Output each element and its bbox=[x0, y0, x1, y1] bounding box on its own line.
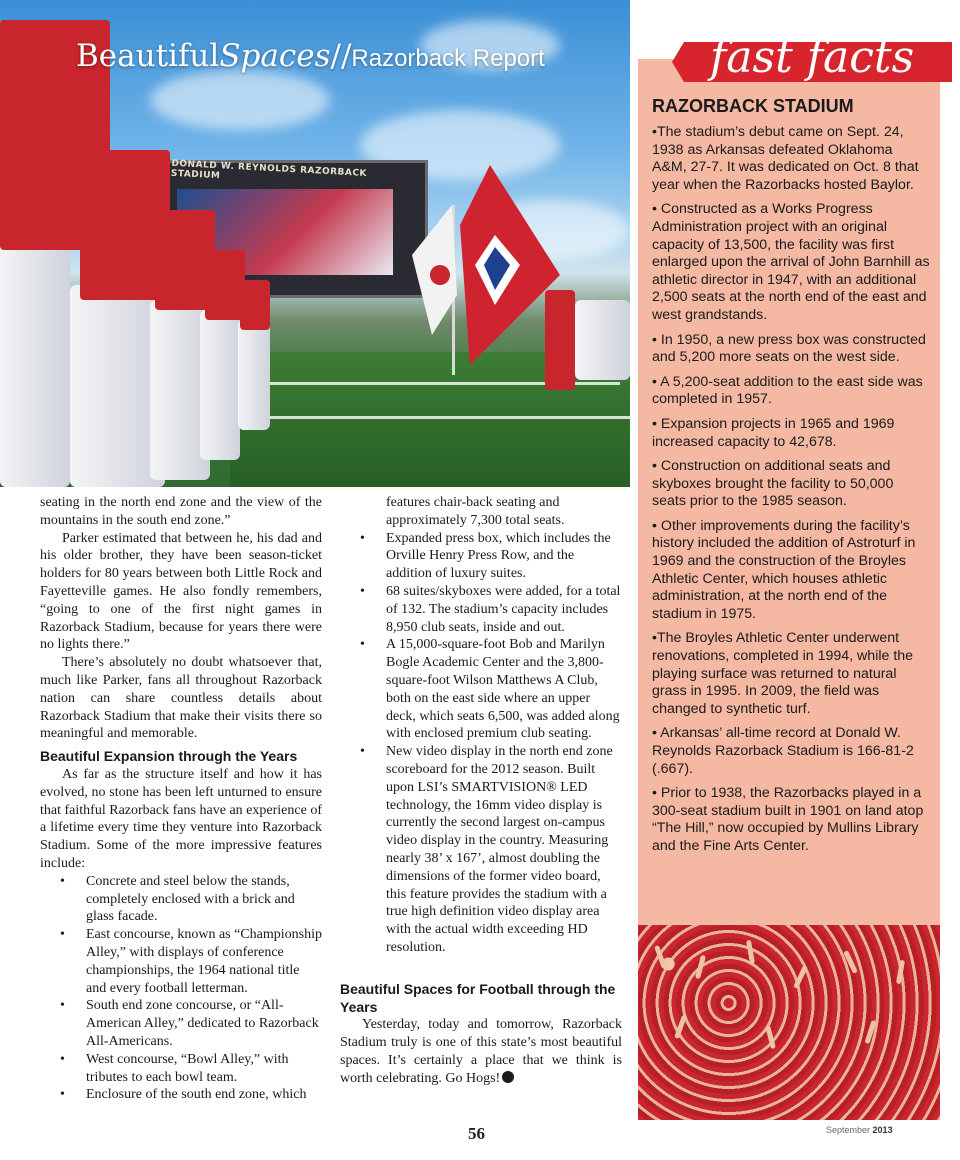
article-column-2 bbox=[340, 494, 622, 1088]
subheading-football: Beautiful Spaces for Football through the Years bbox=[340, 980, 616, 1015]
list-item: • Concrete and steel below the stands, completely enclosed with a brick and glass facade. bbox=[60, 873, 295, 925]
list-item: • East concourse, known as “Championship Alley,” with displays of conference championships, the 1964 national title and every football letterman. bbox=[60, 927, 323, 996]
paragraph: As far as the structure itself and how it has evolved, no stone has been left unturned to ensure that faithful Razorback fans have an experience of a lifetime every time they venture into Razorback Stadium. Some of the more impressive features include: bbox=[40, 766, 322, 871]
list-item: • West concourse, “Bowl Alley,” with tributes to each bowl team. bbox=[60, 1051, 289, 1085]
list-item: • Expanded press box, which includes the Orville Henry Press Row, and the addition of luxury suites. bbox=[360, 530, 611, 582]
fact-item: • Expansion projects in 1965 and 1969 increased capacity to 42,678. bbox=[652, 415, 895, 450]
section-title bbox=[76, 38, 545, 74]
fast-facts-title: fast facts bbox=[710, 32, 915, 83]
paragraph: There’s absolutely no doubt whatsoever that, much like Parker, fans all throughout Razorback nation can share countless details about Razorback Stadium that make their visits there so meaningful and memorable. bbox=[40, 655, 322, 742]
fact-item: • Construction on additional seats and skyboxes brought the facility to 50,000 seats prior to the 1985 season. bbox=[652, 458, 894, 510]
article-column-1 bbox=[40, 494, 322, 1104]
fact-item: • Arkansas’ all-time record at Donald W. Reynolds Razorback Stadium is 166-81-2 (.667). bbox=[652, 725, 914, 777]
subheading-expansion: Beautiful Expansion through the Years bbox=[40, 748, 298, 765]
hero-photo bbox=[0, 0, 630, 487]
section-title-italic: Spaces bbox=[219, 38, 331, 74]
list-continuation: features chair-back seating and approximately 7,300 total seats. bbox=[386, 495, 565, 528]
list-item: • Enclosure of the south end zone, which bbox=[60, 1087, 307, 1103]
end-mark-icon bbox=[502, 1071, 514, 1083]
sidebar-heading: RAZORBACK STADIUM bbox=[652, 96, 854, 116]
paragraph: seating in the north end zone and the view of the mountains in the south end zone.” bbox=[40, 495, 322, 528]
fact-item: • Other improvements during the facility’s history included the addition of Astroturf in 1969 and the construction of the Broyles Athletic Center, which houses athletic administration, at the north end of the stadium in 1975. bbox=[652, 517, 916, 622]
fact-item: • Constructed as a Works Progress Administration project with an original capacity of 13,500, the facility was first enlarged upon the arrival of John Barnhill as athletic director in 1947, with an additional 2,500 seats at the north end of the east and west grandstands. bbox=[652, 201, 930, 323]
section-title-main: Beautiful bbox=[76, 38, 220, 74]
paragraph: Parker estimated that between he, his dad and his older brother, they have been season-ticket holders for 80 years between both Little Rock and Fayetteville games. He also fondly remembers, “going to one of the first night games in Razorback Stadium, because for years there were no lights there.” bbox=[40, 530, 322, 653]
fact-item: • Prior to 1938, the Razorbacks played in a 300-seat stadium built in 1901 on land atop “The Hill,” now occupied by Mullins Library and the Fine Arts Center. bbox=[652, 785, 924, 854]
white-flag bbox=[412, 205, 457, 335]
feature-list bbox=[40, 873, 322, 1104]
fact-list bbox=[652, 124, 930, 863]
section-title-report: Razorback Report bbox=[351, 45, 545, 72]
crowd-photo bbox=[638, 925, 940, 1120]
paragraph: Yesterday, today and tomorrow, Razorback Stadium truly is one of this state’s most beautiful spaces. It’s certainly a place that we think is worth celebrating. Go Hogs! bbox=[340, 1017, 622, 1086]
list-item: • A 15,000-square-foot Bob and Marilyn Bogle Academic Center and the 3,800-square-foot Wilson Matthews A Club, both on the east side where an upper deck, which seats 6,500, was added along with enclosed premium club seating. bbox=[360, 637, 620, 742]
issue-date: September 2013 bbox=[826, 1125, 893, 1135]
section-title-separator: // bbox=[330, 38, 352, 74]
feature-list bbox=[340, 530, 622, 957]
fact-item: • A 5,200-seat addition to the east side was completed in 1957. bbox=[652, 373, 923, 408]
list-item: • South end zone concourse, or “All-American Alley,” dedicated to Razorback All-Americans. bbox=[60, 998, 319, 1049]
page-number: 56 bbox=[468, 1124, 485, 1143]
fact-item: • In 1950, a new press box was constructed and 5,200 more seats on the west side. bbox=[652, 331, 926, 366]
fact-item: •The stadium’s debut came on Sept. 24, 1938 as Arkansas defeated Oklahoma A&M, 27-7. It was dedicated on Oct. 8 that year when the Razorbacks hosted Baylor. bbox=[652, 124, 919, 193]
list-item: • 68 suites/skyboxes were added, for a total of 132. The stadium’s capacity includes 8,950 club seats, inside and out. bbox=[360, 583, 621, 635]
fact-item: •The Broyles Athletic Center underwent renovations, completed in 1994, while the playing surface was returned to natural grass in 1995. In 2009, the field was changed to synthetic turf. bbox=[652, 630, 914, 717]
list-item: • New video display in the north end zone scoreboard for the 2012 season. Built upon LSI’s SMARTVISION® LED technology, the 16mm video display is currently the second largest on-campus video display in the country. Measuring nearly 38’ x 167’, almost doubling the dimensions of the former video board, this feature provides the stadium with a true high definition video display area with the actual width exceeding HD resolution. bbox=[360, 744, 613, 955]
scoreboard-sign: DONALD W. REYNOLDS RAZORBACK STADIUM bbox=[170, 158, 368, 182]
